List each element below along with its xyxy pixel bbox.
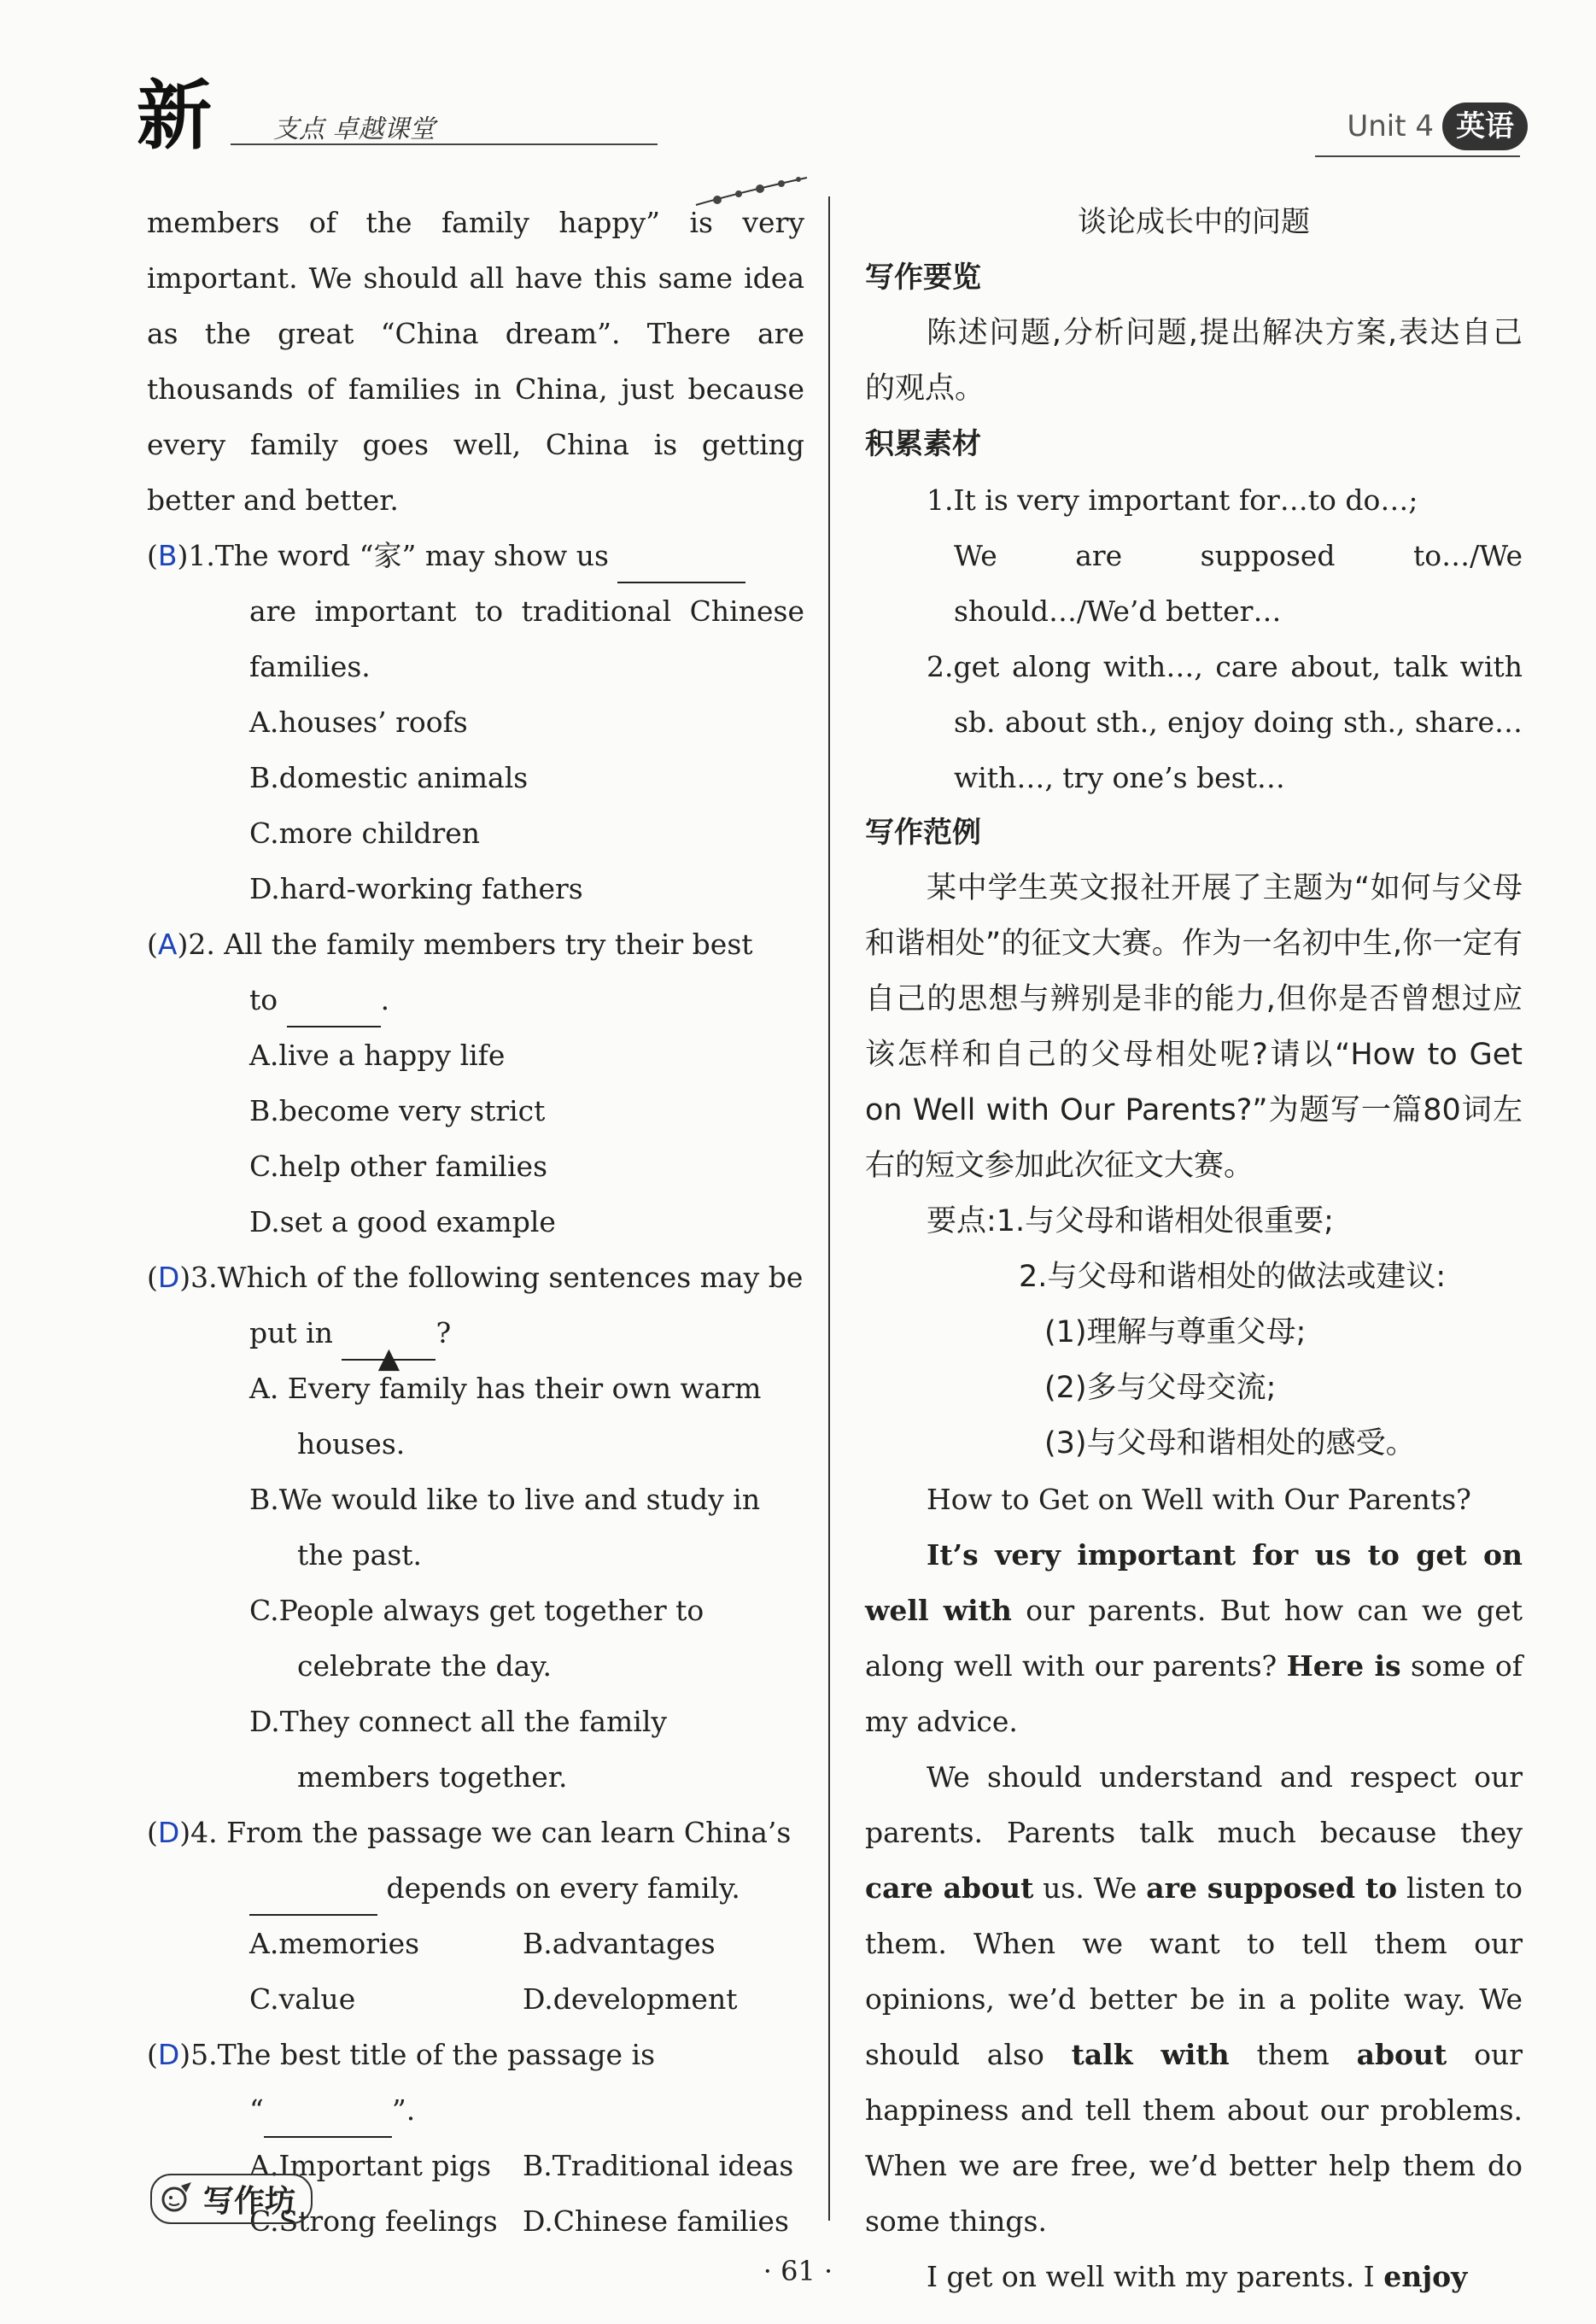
option: C.Strong feelings bbox=[249, 2204, 498, 2238]
answer-4: D bbox=[157, 1816, 180, 1849]
answer-blank bbox=[617, 553, 745, 583]
heading-materials: 积累素材 bbox=[865, 427, 981, 461]
option: D.Chinese families bbox=[523, 2204, 789, 2238]
option: A.Important pigs bbox=[249, 2149, 492, 2182]
option: B.advantages bbox=[523, 1927, 716, 1960]
option: B.domestic animals bbox=[249, 761, 529, 794]
header-right-rule bbox=[1315, 155, 1520, 157]
heading-writing-overview: 写作要览 bbox=[865, 260, 981, 295]
header-unit bbox=[1272, 102, 1528, 154]
question-2: (A)2. All the family members try their best to . A.live a happy life B.become very strict C.help other families D.set a good example bbox=[147, 916, 804, 1250]
column-divider bbox=[828, 196, 830, 2221]
answer-blank bbox=[287, 997, 381, 1027]
option: C.People always get together to celebrate the day. bbox=[249, 1594, 704, 1683]
essay-paragraph-3: I get on well with my parents. I enjoy bbox=[927, 2260, 1468, 2293]
right-column: 谈论成长中的问题 写作要览 陈述问题,分析问题,提出解决方案,表达自己的观点。 积累素材 1.It is very important for…to do…; We are supposed to…/We should…/We’d better… 2.get along with…, care about, talk with sb. about sth., enjoy doing sth., share…with…, try one’s best… 写作范例 某中学生英文报社开展了主题为“如何与父母和谐相处”的征文大赛。作为一名初中生,你一定有自己的思想与辨别是非的能力,但你是否曾想过应该怎样和自己的父母相处呢?请以“How to Get on Well with Our Parents?”为题写一篇80词左右的短文参加此次征文大赛。 要点:1.与父母和谐相处很重要; 2.与父母和谐相处的做法或建议: (1)理解与尊重父母; (2)多与父母交流; (3)与父母和谐相处的感受。 How to Get on Well with Our Parents? It’s very important for us to get on well with our parents. But how can we get along well with our parents? Here is some of my advice. We should understand and respect our parents. Parents talk much because they care about us. We are supposed to listen to them. When we want to tell them our opinions, we’d better be in a polite way. We should also talk with them about our happiness and tell them about our problems. When we are free, we’d better help them do some things. I get on well with my parents. I enjoy bbox=[865, 195, 1523, 2304]
pen-mascot-icon bbox=[157, 2181, 195, 2215]
question-1: (B)1.The word “家” may show us are important to traditional Chinese families. A.houses’ roofs B.domestic animals C.more children D.hard-working fathers bbox=[147, 528, 804, 916]
option: D.hard-working fathers bbox=[249, 872, 583, 905]
logo: 新 bbox=[137, 71, 213, 160]
essay-paragraph-2: We should understand and respect our parents. Parents talk much because they care about us. We are supposed to listen to them. When we want to tell them our opinions, we’d better be in a polite way. We should also talk with them about our happiness and tell them about our problems. When we are free, we’d better help them do some things. bbox=[865, 1760, 1523, 2238]
essay-paragraph-1: It’s very important for us to get on well with our parents. But how can we get along well with our parents? Here is some of my advice. bbox=[865, 1538, 1523, 1738]
writing-prompt: 某中学生英文报社开展了主题为“如何与父母和谐相处”的征文大赛。作为一名初中生,你一定有自己的思想与辨别是非的能力,但你是否曾想过应该怎样和自己的父母相处呢?请以“How to Get on Well with Our Parents?”为题写一篇80词左右的短文参加此次征文大赛。 bbox=[865, 871, 1523, 1183]
answer-blank bbox=[264, 2107, 392, 2138]
option: A. Every family has their own warm houses. bbox=[249, 1372, 762, 1461]
answer-5: D bbox=[157, 2038, 180, 2071]
unit-label: Unit 4 bbox=[1347, 109, 1434, 143]
essay-title: How to Get on Well with Our Parents? bbox=[927, 1483, 1471, 1516]
question-4: (D)4. From the passage we can learn China’s depends on every family. A.memories B.advantages C.value D.development bbox=[147, 1805, 804, 2027]
option: B.We would like to live and study in the past. bbox=[249, 1483, 761, 1572]
heading-sample: 写作范例 bbox=[865, 816, 981, 850]
question-3: (D)3.Which of the following sentences may be put in ▲? A. Every family has their own warm houses. B.We would like to live and study in the past. C.People always get together to celebrate the day. D.They connect all the family members together. bbox=[147, 1250, 804, 1805]
option: A.houses’ roofs bbox=[249, 705, 468, 739]
option: D.set a good example bbox=[249, 1205, 556, 1238]
triangle-marker-icon: ▲ bbox=[377, 1341, 400, 1374]
left-column bbox=[147, 195, 804, 2249]
option: A.memories bbox=[249, 1927, 420, 1960]
answer-blank bbox=[342, 1330, 436, 1374]
section-title: 谈论成长中的问题 bbox=[1078, 205, 1310, 239]
option: D.They connect all the family members together. bbox=[249, 1705, 668, 1794]
tagline: 支点 卓越课堂 bbox=[273, 114, 436, 144]
writing-workshop-badge: 写作坊 bbox=[150, 2174, 313, 2224]
question-5: (D)5.The best title of the passage is “ ”. A.Important pigs B.Traditional ideas C.Strong feelings D.Chinese families bbox=[147, 2027, 804, 2249]
header-brand bbox=[137, 71, 683, 160]
answer-1: B bbox=[157, 539, 178, 572]
option: D.development bbox=[523, 1982, 738, 2016]
answer-2: A bbox=[157, 928, 178, 961]
option: B.Traditional ideas bbox=[523, 2149, 794, 2182]
option: C.value bbox=[249, 1982, 356, 2016]
passage-ending: members of the family happy” is very important. We should all have this same idea as the great “China dream”. There are thousands of families in China, just because every family goes well, China is getting better and better. bbox=[147, 206, 804, 517]
option: B.become very strict bbox=[249, 1094, 546, 1127]
answer-blank bbox=[249, 1885, 377, 1916]
page-number: · 61 · bbox=[763, 2255, 833, 2287]
option: C.more children bbox=[249, 817, 481, 850]
answer-3: D bbox=[157, 1261, 180, 1294]
option: C.help other families bbox=[249, 1150, 547, 1183]
option: A.live a happy life bbox=[249, 1039, 506, 1072]
subject-badge: 英语 bbox=[1442, 102, 1528, 150]
